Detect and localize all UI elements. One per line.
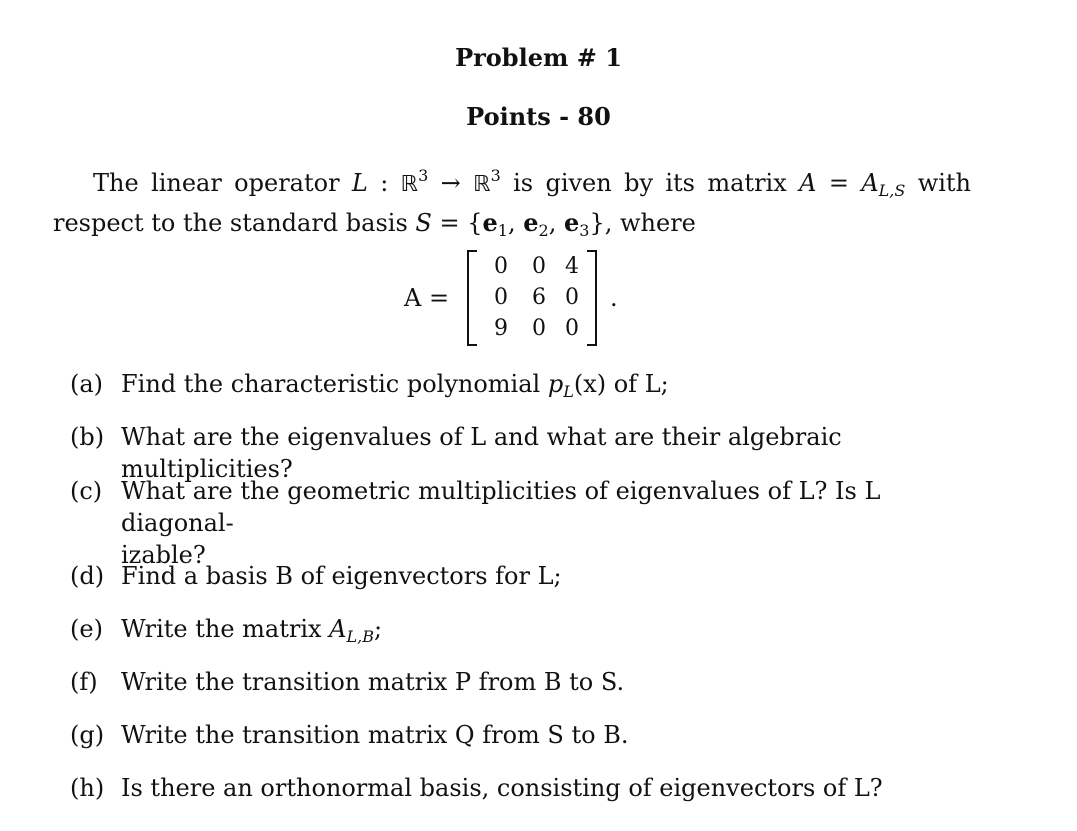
problem-statement [53, 160, 971, 247]
item-text: Is there an orthonormal basis, consisting of eigenvectors of L? [121, 774, 883, 802]
item-label: (b) [70, 423, 105, 451]
matrix-entries [482, 254, 586, 347]
matrix-cell: 9 [494, 316, 508, 341]
item-label: (e) [70, 615, 103, 643]
item-label: (f) [70, 668, 98, 696]
problem-title: Problem # 1 [455, 43, 622, 72]
matrix-equation [404, 250, 634, 346]
item-text: What are the geometric multiplicities of eigenvalues of L? Is L diagonal- izable? [121, 477, 881, 569]
points-heading: Points - 80 [466, 102, 611, 131]
item-text: Write the transition matrix P from B to S. [121, 668, 625, 696]
matrix-cell: 0 [565, 285, 579, 310]
item-label: (d) [70, 562, 105, 590]
item-label: (h) [70, 774, 105, 802]
matrix-cell: 6 [532, 285, 546, 310]
matrix-cell: 4 [565, 254, 579, 279]
statement-line-1: The linear operator L : ℝ$^3$ → ℝ$^3$ is given by its matrix $A = A_{L,S}$ with [93, 166, 972, 200]
item-label: (c) [70, 477, 103, 505]
matrix-cell: 0 [532, 254, 546, 279]
item-text: Find the characteristic polynomial $p_L(x)$ of L; [121, 370, 669, 401]
matrix-cell: 0 [494, 285, 508, 310]
matrix-lhs: A = [404, 284, 450, 312]
matrix-period: . [610, 284, 618, 312]
matrix-left-bracket [467, 250, 477, 346]
matrix-right-bracket [587, 250, 597, 346]
statement-line-2: respect to the standard basis $S = \{e_1$, $e_2$, $e_3$}, where [53, 208, 696, 240]
matrix-cell: 0 [532, 316, 546, 341]
item-label: (g) [70, 721, 105, 749]
item-text: What are the eigenvalues of L and what are their algebraic multiplicities? [121, 423, 842, 483]
matrix-cell: 0 [565, 316, 579, 341]
item-label: (a) [70, 370, 104, 398]
item-text: Write the matrix $A_{L,B}$; [121, 615, 383, 646]
item-text: Write the transition matrix Q from S to B. [121, 721, 629, 749]
matrix-cell: 0 [494, 254, 508, 279]
item-text: Find a basis B of eigenvectors for L; [121, 562, 562, 590]
